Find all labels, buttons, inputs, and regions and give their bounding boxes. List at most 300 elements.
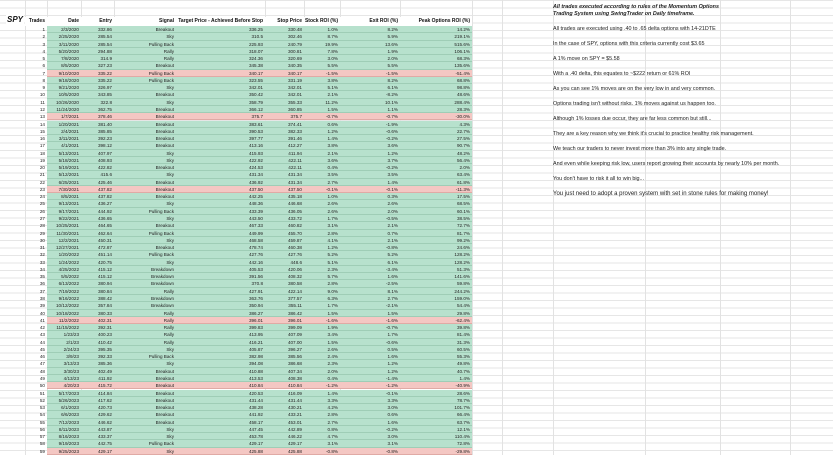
trade-number-cell[interactable]: 6 bbox=[42, 63, 45, 69]
trade-number-cell[interactable]: 32 bbox=[39, 252, 45, 258]
signal-cell[interactable]: Breakout bbox=[155, 128, 174, 134]
stock-roi-cell[interactable]: -0.1% bbox=[325, 186, 338, 192]
trade-number-cell[interactable]: 14 bbox=[39, 121, 45, 127]
stop-price-cell[interactable]: 442.89 bbox=[287, 426, 302, 432]
target-price-cell[interactable]: 458.17 bbox=[248, 419, 263, 425]
stop-price-cell[interactable]: 240.79 bbox=[287, 41, 302, 47]
trade-date-cell[interactable]: 9/13/2021 bbox=[58, 201, 79, 207]
entry-price-cell[interactable]: 433.37 bbox=[97, 434, 112, 440]
peak-options-roi-cell[interactable]: 31.3% bbox=[456, 339, 470, 345]
entry-price-cell[interactable]: 395.35 bbox=[97, 346, 112, 352]
column-header[interactable]: Target Price - Achieved Before Stop bbox=[178, 18, 263, 24]
stop-price-cell[interactable]: 420.06 bbox=[287, 266, 302, 272]
peak-options-roi-cell[interactable]: -40.9% bbox=[455, 383, 470, 389]
target-price-cell[interactable]: 310.5 bbox=[251, 34, 263, 40]
entry-price-cell[interactable]: 446.62 bbox=[97, 419, 112, 425]
signal-cell[interactable]: Sky bbox=[166, 426, 174, 432]
exit-roi-cell[interactable]: 1.6% bbox=[387, 419, 398, 425]
stop-price-cell[interactable]: 374.41 bbox=[287, 121, 302, 127]
signal-cell[interactable]: Sky bbox=[166, 201, 174, 207]
entry-price-cell[interactable]: 417.62 bbox=[97, 397, 112, 403]
stop-price-cell[interactable]: 377.57 bbox=[287, 295, 302, 301]
stop-price-cell[interactable]: 330.48 bbox=[287, 27, 302, 32]
target-price-cell[interactable]: 415.93 bbox=[248, 150, 263, 156]
trade-date-cell[interactable]: 5/5/2022 bbox=[61, 274, 79, 280]
exit-roi-cell[interactable]: -3.4% bbox=[385, 266, 398, 272]
stop-price-cell[interactable]: 446.68 bbox=[287, 201, 302, 207]
column-header[interactable]: Stop Price bbox=[277, 18, 302, 24]
stock-roi-cell[interactable]: 1.7% bbox=[327, 303, 338, 309]
entry-price-cell[interactable]: 285.54 bbox=[97, 41, 112, 47]
stop-price-cell[interactable]: 375.7 bbox=[290, 114, 302, 120]
peak-options-roi-cell[interactable]: 22.7% bbox=[456, 128, 470, 134]
stop-price-cell[interactable]: 302.46 bbox=[287, 34, 302, 40]
trade-date-cell[interactable]: 8/5/2021 bbox=[61, 194, 79, 200]
target-price-cell[interactable]: 420.53 bbox=[248, 390, 263, 396]
exit-roi-cell[interactable]: 1.6% bbox=[387, 274, 398, 280]
trade-number-cell[interactable]: 23 bbox=[39, 186, 45, 192]
stop-price-cell[interactable]: 422.14 bbox=[287, 288, 302, 294]
entry-price-cell[interactable]: 415.12 bbox=[97, 274, 112, 280]
stock-roi-cell[interactable]: 2.1% bbox=[327, 92, 338, 98]
stock-roi-cell[interactable]: 3.0% bbox=[327, 56, 338, 62]
trade-number-cell[interactable]: 17 bbox=[39, 143, 45, 149]
exit-roi-cell[interactable]: -1.5% bbox=[385, 70, 398, 76]
target-price-cell[interactable]: 468.58 bbox=[248, 237, 263, 243]
trade-number-cell[interactable]: 38 bbox=[39, 295, 45, 301]
peak-options-roi-cell[interactable]: 28.6% bbox=[456, 390, 470, 396]
entry-price-cell[interactable]: 335.22 bbox=[97, 77, 112, 83]
peak-options-roi-cell[interactable]: -29.8% bbox=[455, 448, 470, 454]
entry-price-cell[interactable]: 425.46 bbox=[97, 179, 112, 185]
stock-roi-cell[interactable]: 5.5% bbox=[327, 63, 338, 69]
trade-number-cell[interactable]: 26 bbox=[39, 208, 45, 214]
peak-options-roi-cell[interactable]: 60.5% bbox=[456, 346, 470, 352]
stop-price-cell[interactable]: 396.27 bbox=[287, 346, 302, 352]
entry-price-cell[interactable]: 420.75 bbox=[97, 259, 112, 265]
target-price-cell[interactable]: 394.08 bbox=[248, 361, 263, 367]
stop-price-cell[interactable]: 431.44 bbox=[287, 397, 302, 403]
signal-cell[interactable]: Breakout bbox=[155, 375, 174, 381]
target-price-cell[interactable]: 424.53 bbox=[248, 165, 263, 171]
target-price-cell[interactable]: 318.07 bbox=[248, 48, 263, 54]
trade-number-cell[interactable]: 16 bbox=[39, 136, 45, 142]
exit-roi-cell[interactable]: 1.2% bbox=[387, 361, 398, 367]
trade-date-cell[interactable]: 6/6/2023 bbox=[61, 412, 79, 418]
exit-roi-cell[interactable]: -0.6% bbox=[385, 128, 398, 134]
target-price-cell[interactable]: 391.56 bbox=[248, 274, 263, 280]
signal-cell[interactable]: Breakout bbox=[155, 179, 174, 185]
entry-price-cell[interactable]: 444.92 bbox=[97, 208, 112, 214]
trade-number-cell[interactable]: 43 bbox=[39, 332, 45, 338]
exit-roi-cell[interactable]: -2.1% bbox=[385, 303, 398, 309]
stock-roi-cell[interactable]: 0.6% bbox=[327, 121, 338, 127]
trade-number-cell[interactable]: 25 bbox=[39, 201, 45, 207]
target-price-cell[interactable]: 427.76 bbox=[248, 252, 263, 258]
stop-price-cell[interactable]: 382.33 bbox=[287, 128, 302, 134]
stop-price-cell[interactable]: 399.09 bbox=[287, 325, 302, 331]
peak-options-roi-cell[interactable]: 81.7% bbox=[456, 230, 470, 236]
trade-date-cell[interactable]: 9/16/2022 bbox=[58, 295, 79, 301]
stop-price-cell[interactable]: 453.01 bbox=[287, 419, 302, 425]
trade-number-cell[interactable]: 34 bbox=[39, 266, 45, 272]
trade-date-cell[interactable]: 5/20/2020 bbox=[58, 48, 79, 54]
trade-number-cell[interactable]: 49 bbox=[39, 375, 45, 381]
trade-number-cell[interactable]: 46 bbox=[39, 354, 45, 360]
peak-options-roi-cell[interactable]: 14.2% bbox=[456, 27, 470, 32]
signal-cell[interactable]: Breakout bbox=[155, 245, 174, 251]
trade-number-cell[interactable]: 55 bbox=[39, 419, 45, 425]
trade-number-cell[interactable]: 2 bbox=[42, 34, 45, 40]
peak-options-roi-cell[interactable]: 28.3% bbox=[456, 106, 470, 112]
trade-date-cell[interactable]: 4/1/2021 bbox=[61, 143, 79, 149]
peak-options-roi-cell[interactable]: 63.4% bbox=[456, 172, 470, 178]
exit-roi-cell[interactable]: 2.6% bbox=[387, 201, 398, 207]
stock-roi-cell[interactable]: 4.2% bbox=[327, 405, 338, 411]
stock-roi-cell[interactable]: 1.9% bbox=[327, 325, 338, 331]
entry-price-cell[interactable]: 314.9 bbox=[100, 56, 112, 62]
trade-number-cell[interactable]: 58 bbox=[39, 441, 45, 447]
trade-number-cell[interactable]: 9 bbox=[42, 85, 45, 91]
target-price-cell[interactable]: 429.17 bbox=[248, 441, 263, 447]
stop-price-cell[interactable]: 300.81 bbox=[287, 48, 302, 54]
signal-cell[interactable]: Breakdown bbox=[151, 281, 174, 287]
signal-cell[interactable]: Sky bbox=[166, 448, 174, 454]
entry-price-cell[interactable]: 388.42 bbox=[97, 295, 112, 301]
signal-cell[interactable]: Breakdown bbox=[151, 266, 174, 272]
entry-price-cell[interactable]: 381.40 bbox=[97, 121, 112, 127]
peak-options-roi-cell[interactable]: 515.6% bbox=[454, 41, 470, 47]
trade-number-cell[interactable]: 48 bbox=[39, 368, 45, 374]
stop-price-cell[interactable]: 331.19 bbox=[287, 77, 302, 83]
signal-cell[interactable]: Breakout bbox=[155, 27, 174, 32]
target-price-cell[interactable]: 336.25 bbox=[248, 27, 263, 32]
entry-price-cell[interactable]: 410.42 bbox=[97, 339, 112, 345]
stock-roi-cell[interactable]: 19.9% bbox=[324, 41, 338, 47]
peak-options-roi-cell[interactable]: 51.3% bbox=[456, 266, 470, 272]
trade-number-cell[interactable]: 52 bbox=[39, 397, 45, 403]
target-price-cell[interactable]: 399.83 bbox=[248, 325, 263, 331]
column-header[interactable]: Exit ROI (%) bbox=[369, 18, 398, 24]
trade-number-cell[interactable]: 3 bbox=[42, 41, 45, 47]
entry-price-cell[interactable]: 380.84 bbox=[97, 288, 112, 294]
stock-roi-cell[interactable]: 2.7% bbox=[327, 419, 338, 425]
stop-price-cell[interactable]: 433.21 bbox=[287, 412, 302, 418]
stop-price-cell[interactable]: 416.09 bbox=[287, 390, 302, 396]
stock-roi-cell[interactable]: 1.0% bbox=[327, 194, 338, 200]
exit-roi-cell[interactable]: -1.6% bbox=[385, 317, 398, 323]
exit-roi-cell[interactable]: 2.0% bbox=[387, 208, 398, 214]
stock-roi-cell[interactable]: 2.3% bbox=[327, 266, 338, 272]
entry-price-cell[interactable]: 415.6 bbox=[100, 172, 112, 178]
signal-cell[interactable]: Breakout bbox=[155, 114, 174, 120]
trade-date-cell[interactable]: 7/19/2022 bbox=[58, 288, 79, 294]
target-price-cell[interactable]: 370.8 bbox=[251, 281, 263, 287]
entry-price-cell[interactable]: 436.27 bbox=[97, 201, 112, 207]
trade-number-cell[interactable]: 15 bbox=[39, 128, 45, 134]
stop-price-cell[interactable]: 320.69 bbox=[287, 56, 302, 62]
trade-number-cell[interactable]: 42 bbox=[39, 325, 45, 331]
target-price-cell[interactable]: 413.16 bbox=[248, 143, 263, 149]
trade-date-cell[interactable]: 11/30/2021 bbox=[56, 230, 79, 236]
exit-roi-cell[interactable]: -1.4% bbox=[385, 375, 398, 381]
target-price-cell[interactable]: 358.79 bbox=[248, 99, 263, 105]
peak-options-roi-cell[interactable]: 12.1% bbox=[456, 426, 470, 432]
stock-roi-cell[interactable]: 2.6% bbox=[327, 208, 338, 214]
trade-number-cell[interactable]: 13 bbox=[39, 114, 45, 120]
stock-roi-cell[interactable]: 3.8% bbox=[327, 77, 338, 83]
stop-price-cell[interactable]: 386.42 bbox=[287, 310, 302, 316]
target-price-cell[interactable]: 375.7 bbox=[251, 114, 263, 120]
entry-price-cell[interactable]: 285.54 bbox=[97, 34, 112, 40]
entry-price-cell[interactable]: 442.75 bbox=[97, 441, 112, 447]
target-price-cell[interactable]: 345.38 bbox=[248, 63, 263, 69]
signal-cell[interactable]: Pulling Back bbox=[148, 230, 174, 236]
target-price-cell[interactable]: 431.34 bbox=[248, 172, 263, 178]
peak-options-roi-cell[interactable]: 56.4% bbox=[456, 157, 470, 163]
trade-date-cell[interactable]: 5/12/2021 bbox=[58, 172, 79, 178]
entry-price-cell[interactable]: 400.23 bbox=[97, 332, 112, 338]
entry-price-cell[interactable]: 343.85 bbox=[97, 92, 112, 98]
stock-roi-cell[interactable]: 3.8% bbox=[327, 143, 338, 149]
exit-roi-cell[interactable]: 1.4% bbox=[387, 179, 398, 185]
entry-price-cell[interactable]: 380.94 bbox=[97, 281, 112, 287]
exit-roi-cell[interactable]: -8.2% bbox=[385, 92, 398, 98]
target-price-cell[interactable]: 467.33 bbox=[248, 223, 263, 229]
stock-roi-cell[interactable]: 2.6% bbox=[327, 346, 338, 352]
trade-date-cell[interactable]: 12/2/2021 bbox=[58, 237, 79, 243]
entry-price-cell[interactable]: 294.88 bbox=[97, 48, 112, 54]
stock-roi-cell[interactable]: 1.2% bbox=[327, 128, 338, 134]
target-price-cell[interactable]: 425.88 bbox=[248, 448, 263, 454]
signal-cell[interactable]: Breakdown bbox=[151, 303, 174, 309]
peak-options-roi-cell[interactable]: -62.4% bbox=[455, 317, 470, 323]
peak-options-roi-cell[interactable]: 128.2% bbox=[454, 259, 470, 265]
stop-price-cell[interactable]: 460.82 bbox=[287, 223, 302, 229]
peak-options-roi-cell[interactable]: -51.4% bbox=[455, 70, 470, 76]
target-price-cell[interactable]: 340.17 bbox=[248, 70, 263, 76]
target-price-cell[interactable]: 383.61 bbox=[248, 121, 263, 127]
signal-cell[interactable]: Rally bbox=[163, 56, 174, 62]
stock-roi-cell[interactable]: 1.5% bbox=[327, 339, 338, 345]
exit-roi-cell[interactable]: 3.3% bbox=[387, 397, 398, 403]
stop-price-cell[interactable]: 355.11 bbox=[288, 303, 302, 309]
trade-date-cell[interactable]: 3/13/23 bbox=[63, 361, 79, 367]
trade-number-cell[interactable]: 29 bbox=[39, 230, 45, 236]
peak-options-roi-cell[interactable]: 219.1% bbox=[454, 34, 470, 40]
signal-cell[interactable]: Sky bbox=[166, 259, 174, 265]
target-price-cell[interactable]: 323.55 bbox=[248, 77, 263, 83]
signal-cell[interactable]: Rally bbox=[163, 339, 174, 345]
entry-price-cell[interactable]: 462.64 bbox=[97, 230, 112, 236]
stop-price-cell[interactable]: 386.68 bbox=[287, 361, 302, 367]
entry-price-cell[interactable]: 326.97 bbox=[97, 85, 112, 91]
trade-number-cell[interactable]: 39 bbox=[39, 303, 45, 309]
peak-options-roi-cell[interactable]: 99.2% bbox=[456, 237, 470, 243]
trade-date-cell[interactable]: 8/11/2023 bbox=[58, 426, 79, 432]
stop-price-cell[interactable]: 360.85 bbox=[287, 106, 302, 112]
trade-number-cell[interactable]: 47 bbox=[39, 361, 45, 367]
target-price-cell[interactable]: 442.16 bbox=[248, 259, 263, 265]
stop-price-cell[interactable]: 435.18 bbox=[287, 194, 302, 200]
target-price-cell[interactable]: 413.95 bbox=[248, 332, 263, 338]
signal-cell[interactable]: Sky bbox=[166, 99, 174, 105]
column-header[interactable]: Signal bbox=[158, 18, 174, 24]
stop-price-cell[interactable]: 380.58 bbox=[287, 281, 302, 287]
entry-price-cell[interactable]: 450.31 bbox=[97, 237, 112, 243]
trade-date-cell[interactable]: 4/13/23 bbox=[63, 375, 79, 381]
stop-price-cell[interactable]: 411.94 bbox=[288, 150, 302, 156]
signal-cell[interactable]: Breakout bbox=[155, 390, 174, 396]
peak-options-roi-cell[interactable]: 101.7% bbox=[454, 405, 470, 411]
signal-cell[interactable]: Sky bbox=[166, 150, 174, 156]
stop-price-cell[interactable]: 448.6 bbox=[290, 259, 302, 265]
trade-number-cell[interactable]: 8 bbox=[42, 77, 45, 83]
target-price-cell[interactable]: 413.53 bbox=[248, 375, 263, 381]
signal-cell[interactable]: Breakout bbox=[155, 63, 174, 69]
target-price-cell[interactable]: 350.94 bbox=[248, 303, 263, 309]
target-price-cell[interactable]: 441.92 bbox=[248, 412, 263, 418]
trade-number-cell[interactable]: 12 bbox=[39, 106, 45, 112]
peak-options-roi-cell[interactable]: 24.6% bbox=[456, 245, 470, 251]
stock-roi-cell[interactable]: 3.4% bbox=[327, 332, 338, 338]
entry-price-cell[interactable]: 398.12 bbox=[97, 143, 112, 149]
exit-roi-cell[interactable]: 0.6% bbox=[387, 412, 398, 418]
stock-roi-cell[interactable]: 4.1% bbox=[327, 237, 338, 243]
exit-roi-cell[interactable]: -2.5% bbox=[385, 281, 398, 287]
entry-price-cell[interactable]: 429.62 bbox=[97, 412, 112, 418]
signal-cell[interactable]: Pulling Back bbox=[148, 70, 174, 76]
stop-price-cell[interactable]: 446.22 bbox=[287, 434, 302, 440]
entry-price-cell[interactable]: 415.12 bbox=[97, 266, 112, 272]
target-price-cell[interactable]: 427.91 bbox=[248, 288, 263, 294]
trade-date-cell[interactable]: 10/18/2022 bbox=[56, 310, 79, 316]
peak-options-roi-cell[interactable]: 72.7% bbox=[456, 223, 470, 229]
entry-price-cell[interactable]: 472.87 bbox=[97, 245, 112, 251]
stock-roi-cell[interactable]: -1.5% bbox=[325, 70, 338, 76]
trade-number-cell[interactable]: 27 bbox=[39, 216, 45, 222]
signal-cell[interactable]: Sky bbox=[166, 85, 174, 91]
signal-cell[interactable]: Breakout bbox=[155, 136, 174, 142]
trade-date-cell[interactable]: 12/27/2021 bbox=[56, 245, 79, 251]
exit-roi-cell[interactable]: 5.9% bbox=[387, 34, 398, 40]
exit-roi-cell[interactable]: 1.2% bbox=[387, 368, 398, 374]
peak-options-roi-cell[interactable]: 106.1% bbox=[454, 48, 470, 54]
exit-roi-cell[interactable]: 3.7% bbox=[387, 157, 398, 163]
trade-date-cell[interactable]: 1/23/23 bbox=[63, 332, 79, 338]
exit-roi-cell[interactable]: 1.1% bbox=[387, 106, 398, 112]
stock-roi-cell[interactable]: 1.7% bbox=[327, 216, 338, 222]
peak-options-roi-cell[interactable]: 72.8% bbox=[456, 441, 470, 447]
signal-cell[interactable]: Rally bbox=[163, 288, 174, 294]
peak-options-roi-cell[interactable]: 48.6% bbox=[456, 92, 470, 98]
entry-price-cell[interactable]: 378.46 bbox=[97, 114, 112, 120]
exit-roi-cell[interactable]: 13.6% bbox=[384, 41, 398, 47]
exit-roi-cell[interactable]: 3.1% bbox=[387, 441, 398, 447]
entry-price-cell[interactable]: 392.23 bbox=[97, 136, 112, 142]
target-price-cell[interactable]: 449.99 bbox=[248, 230, 263, 236]
signal-cell[interactable]: Breakout bbox=[155, 121, 174, 127]
peak-options-roi-cell[interactable]: 48.2% bbox=[456, 150, 470, 156]
target-price-cell[interactable]: 405.53 bbox=[248, 266, 263, 272]
trade-date-cell[interactable]: 6/13/2022 bbox=[58, 281, 79, 287]
entry-price-cell[interactable]: 414.84 bbox=[97, 390, 112, 396]
entry-price-cell[interactable]: 422.82 bbox=[97, 165, 112, 171]
stock-roi-cell[interactable]: 2.8% bbox=[327, 281, 338, 287]
peak-options-roi-cell[interactable]: 60.1% bbox=[456, 208, 470, 214]
target-price-cell[interactable]: 363.76 bbox=[248, 295, 263, 301]
stop-price-cell[interactable]: 425.88 bbox=[287, 448, 302, 454]
stock-roi-cell[interactable]: -1.6% bbox=[325, 317, 338, 323]
entry-price-cell[interactable]: 380.33 bbox=[97, 310, 112, 316]
trade-number-cell[interactable]: 10 bbox=[39, 92, 45, 98]
trade-number-cell[interactable]: 33 bbox=[39, 259, 45, 265]
trade-date-cell[interactable]: 7/8/2020 bbox=[61, 56, 79, 62]
trade-number-cell[interactable]: 4 bbox=[42, 48, 45, 54]
trade-number-cell[interactable]: 19 bbox=[39, 157, 45, 163]
entry-price-cell[interactable]: 436.65 bbox=[97, 216, 112, 222]
stock-roi-cell[interactable]: 5.7% bbox=[327, 274, 338, 280]
trade-number-cell[interactable]: 54 bbox=[39, 412, 45, 418]
signal-cell[interactable]: Breakout bbox=[155, 194, 174, 200]
trade-date-cell[interactable]: 5/13/2021 bbox=[58, 150, 79, 156]
entry-price-cell[interactable]: 429.17 bbox=[97, 448, 112, 454]
exit-roi-cell[interactable]: 1.9% bbox=[387, 48, 398, 54]
trade-date-cell[interactable]: 5/19/2021 bbox=[58, 165, 79, 171]
exit-roi-cell[interactable]: 1.2% bbox=[387, 150, 398, 156]
stock-roi-cell[interactable]: 3.3% bbox=[327, 397, 338, 403]
peak-options-roi-cell[interactable]: 2.0% bbox=[459, 165, 470, 171]
peak-options-roi-cell[interactable]: 68.3% bbox=[456, 56, 470, 62]
exit-roi-cell[interactable]: 10.1% bbox=[384, 99, 398, 105]
exit-roi-cell[interactable]: -0.2% bbox=[385, 165, 398, 171]
stop-price-cell[interactable]: 422.11 bbox=[288, 157, 302, 163]
trade-date-cell[interactable]: 9/18/2020 bbox=[58, 77, 79, 83]
signal-cell[interactable]: Pulling Back bbox=[148, 252, 174, 258]
signal-cell[interactable]: Breakout bbox=[155, 186, 174, 192]
peak-options-roi-cell[interactable]: -30.0% bbox=[455, 114, 470, 120]
exit-roi-cell[interactable]: -0.1% bbox=[385, 186, 398, 192]
signal-cell[interactable]: Breakout bbox=[155, 143, 174, 149]
target-price-cell[interactable]: 366.12 bbox=[248, 106, 263, 112]
target-price-cell[interactable]: 478.74 bbox=[248, 245, 263, 251]
trade-number-cell[interactable]: 35 bbox=[39, 274, 45, 280]
stop-price-cell[interactable]: 342.01 bbox=[287, 85, 302, 91]
stock-roi-cell[interactable]: 1.5% bbox=[327, 106, 338, 112]
target-price-cell[interactable]: 342.01 bbox=[248, 85, 263, 91]
peak-options-roi-cell[interactable]: 55.3% bbox=[456, 354, 470, 360]
exit-roi-cell[interactable]: 1.7% bbox=[387, 332, 398, 338]
stop-price-cell[interactable]: 436.05 bbox=[287, 208, 302, 214]
trade-date-cell[interactable]: 9/25/2023 bbox=[58, 448, 79, 454]
stock-roi-cell[interactable]: 5.1% bbox=[327, 259, 338, 265]
signal-cell[interactable]: Breakout bbox=[155, 165, 174, 171]
stop-price-cell[interactable]: 431.34 bbox=[287, 179, 302, 185]
trade-date-cell[interactable]: 11/24/2020 bbox=[56, 106, 79, 112]
trade-date-cell[interactable]: 10/12/2022 bbox=[56, 303, 79, 309]
peak-options-roi-cell[interactable]: 68.5% bbox=[456, 201, 470, 207]
exit-roi-cell[interactable]: 0.5% bbox=[387, 346, 398, 352]
peak-options-roi-cell[interactable]: 29.8% bbox=[456, 310, 470, 316]
peak-options-roi-cell[interactable]: 159.0% bbox=[454, 295, 470, 301]
peak-options-roi-cell[interactable]: 38.5% bbox=[456, 216, 470, 222]
target-price-cell[interactable]: 438.28 bbox=[248, 405, 263, 411]
trade-date-cell[interactable]: 9/17/2021 bbox=[58, 208, 79, 214]
trade-number-cell[interactable]: 1 bbox=[42, 27, 45, 32]
trade-date-cell[interactable]: 9/19/2023 bbox=[58, 441, 79, 447]
peak-options-roi-cell[interactable]: 98.8% bbox=[456, 85, 470, 91]
exit-roi-cell[interactable]: 0.3% bbox=[387, 194, 398, 200]
